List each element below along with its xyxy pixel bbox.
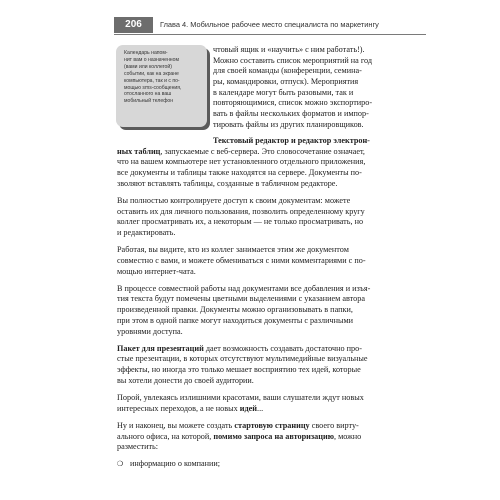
- term-presentations: Пакет для презентаций: [117, 343, 204, 353]
- intro-line: чтовый ящик и «научить» с ним работать!).: [213, 45, 365, 54]
- paragraph-line: мощью интернет-чата.: [117, 266, 196, 276]
- sidebar-note-line: мощью sms-сообщения,: [124, 84, 182, 91]
- list-item: [117, 459, 432, 470]
- intro-line: для своей команды (конференции, семина-: [213, 66, 362, 76]
- paragraph-line: коллег просматривать их, а некоторым — не только просматривать, но: [117, 217, 364, 227]
- paragraph-line: стые презентации, в которых отсутствуют мультимедийные визуальные: [117, 354, 368, 364]
- intro-line: ры, командировки, отпуск). Мероприятия: [213, 77, 359, 87]
- paragraph-line: при этом в одной папке могут находиться документы с различными: [117, 315, 354, 325]
- paragraph-access: [117, 196, 432, 239]
- paragraph-line: все документы и таблицы также находятся на сервере. Документы по-: [117, 168, 362, 178]
- paragraph-line: В процессе совместной работы над документами все добавления и изъя-: [117, 283, 371, 293]
- sidebar-note-line: мобильный телефон: [124, 98, 174, 105]
- sidebar-note-line: отосланного на ваш: [124, 91, 172, 98]
- circle-bullet-icon: ❍: [117, 460, 124, 469]
- paragraph-line: произведенной правки. Документы можно организовывать в папки,: [117, 305, 353, 315]
- sidebar-note: [116, 45, 207, 127]
- paragraph-text: интересных переходов, а не новых: [117, 403, 240, 413]
- header-rule: [114, 34, 426, 35]
- paragraph-editors: [117, 136, 432, 189]
- paragraph-line: эффекты, но иногда это только мешает восприятию тех идей, которые: [117, 365, 361, 375]
- paragraph-line: и редактировать.: [117, 228, 176, 237]
- paragraph-text: своего вирту-: [309, 420, 359, 430]
- sidebar-note-line: компьютера, так и с по-: [124, 77, 180, 84]
- page-header: [114, 17, 426, 35]
- paragraph-line: тия текста будут помечены цветными выделениями с указанием автора: [117, 294, 365, 304]
- paragraph-text: Ну и наконец, вы можете создать: [117, 420, 235, 430]
- sidebar-note-line: Календарь напом-: [124, 50, 168, 56]
- paragraph-line: вы хотели донести до своей аудитории.: [117, 375, 254, 385]
- bullet-list: [117, 459, 432, 470]
- intro-column: [213, 45, 428, 131]
- paragraph-ideas: [117, 393, 432, 414]
- paragraph-start-page: [117, 421, 432, 453]
- paragraph-line: Вы полностью контролируете доступ к своим документам: можете: [117, 195, 351, 205]
- sidebar-note-line: (вами или коллегой): [124, 63, 172, 70]
- intro-line: повторяющимися, список можно экспортиро-: [213, 98, 373, 108]
- paragraph-line: совместно с вами, и можете обмениваться с ними комментариями с по-: [117, 255, 366, 265]
- paragraph-text: ального офиса, на которой,: [117, 431, 214, 441]
- paragraph-text: , можно: [333, 431, 362, 441]
- term-editors-cont: ных таблиц: [117, 146, 161, 156]
- paragraph-line: зволяют вставлять таблицы, созданные в табличном редакторе.: [117, 178, 338, 188]
- chapter-title: Глава 4. Мобильное рабочее место специалиста по маркетингу: [160, 20, 379, 29]
- paragraph-line: Работая, вы видите, кто из коллег занимается этим же документом: [117, 245, 349, 255]
- intro-line: в календаре могут быть разовыми, так и: [213, 87, 354, 97]
- paragraph-line: Порой, увлекаясь излишними красотами, ваши слушатели ждут новых: [117, 392, 364, 402]
- paragraph-line: что на вашем компьютере нет установленного отдельного приложения,: [117, 157, 366, 167]
- paragraph-text: дает возможность создавать достаточно про-: [203, 343, 362, 353]
- intro-line: Можно составить список мероприятий на год: [213, 55, 373, 65]
- page-number: 206: [114, 17, 153, 33]
- list-item-text: информацию о компании;: [130, 459, 221, 469]
- body-text: [117, 136, 432, 470]
- term-ideas: идей: [239, 403, 258, 413]
- term-authorization: помимо запроса на авторизацию: [213, 431, 334, 441]
- sidebar-note-line: событии, как на экране: [124, 70, 179, 77]
- term-start-page: стартовую страницу: [234, 420, 310, 430]
- intro-line: вать в файлы нескольких форматов и импор-: [213, 109, 369, 119]
- paragraph-line: разместить:: [117, 442, 159, 452]
- intro-line: тировать файлы из других планировщиков.: [213, 119, 364, 129]
- sidebar-note-line: нит вам о назначенном: [124, 56, 179, 63]
- paragraph-line: оставить их для личного пользования, позволить определенному кругу: [117, 206, 365, 216]
- paragraph-chat: [117, 245, 432, 277]
- paragraph-line: уровнями доступа.: [117, 326, 183, 336]
- paragraph-collaboration: [117, 284, 432, 337]
- paragraph-text: ...: [257, 403, 264, 413]
- term-editors: Текстовый редактор и редактор электрон-: [213, 136, 370, 145]
- paragraph-text: , запускаемые с веб-сервера. Это словосочетание означает,: [160, 146, 365, 156]
- paragraph-presentations: [117, 344, 432, 387]
